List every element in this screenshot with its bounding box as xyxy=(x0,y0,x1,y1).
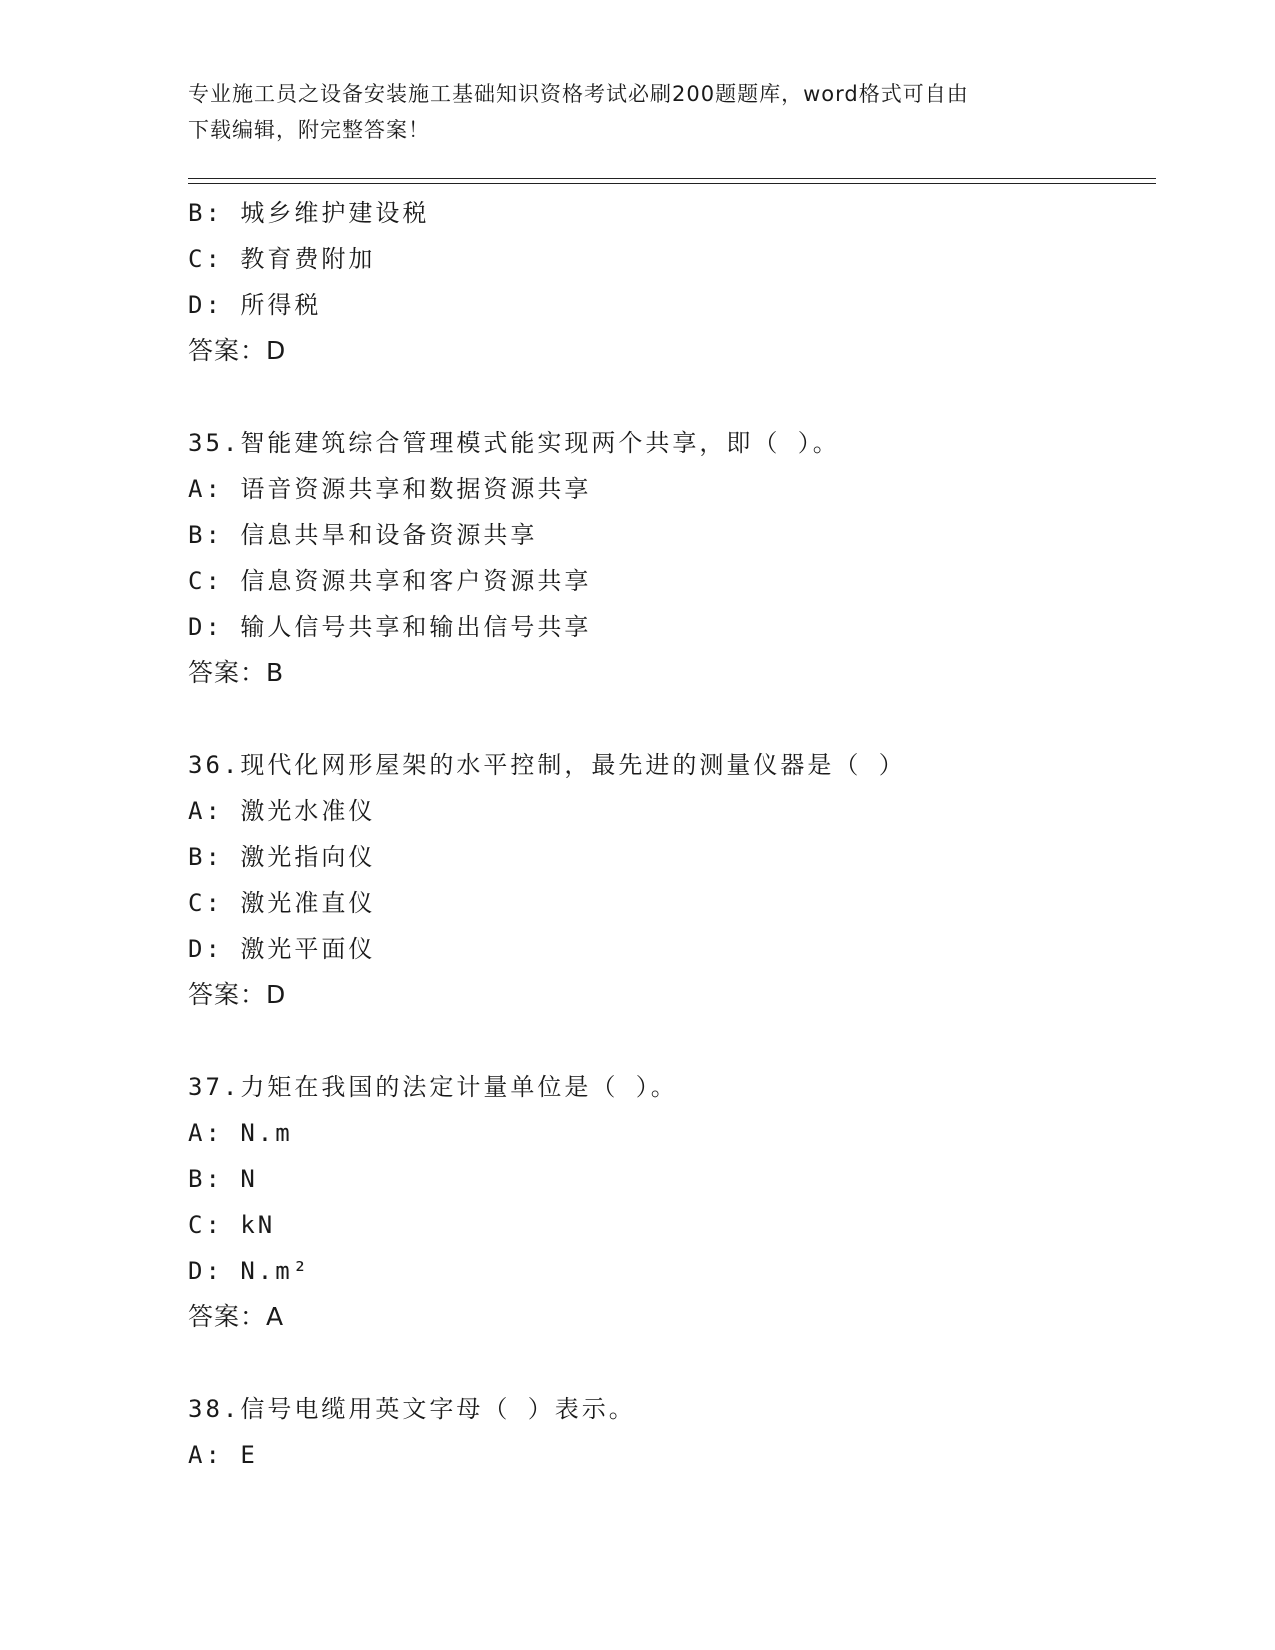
q35-question: 35.智能建筑综合管理模式能实现两个共享，即（ ）。 xyxy=(188,429,840,457)
q36-option-b: B: 激光指向仪 xyxy=(188,843,376,871)
q34-answer: 答案：D xyxy=(188,336,287,365)
spacer xyxy=(188,696,1156,742)
q35-option-b: B: 信息共旱和设备资源共享 xyxy=(188,521,538,549)
question-34-block xyxy=(188,190,1156,374)
q38-option-a: A: E xyxy=(188,1441,258,1469)
q36-question: 36.现代化网形屋架的水平控制，最先进的测量仪器是（ ） xyxy=(188,751,906,779)
question-36-block xyxy=(188,742,1156,1018)
header-line-2: 下载编辑，附完整答案！ xyxy=(188,118,430,142)
q36-option-d: D: 激光平面仪 xyxy=(188,935,376,963)
q37-option-d: D: N.m² xyxy=(188,1257,311,1285)
question-38-block xyxy=(188,1386,1156,1478)
q36-option-c: C: 激光准直仪 xyxy=(188,889,376,917)
header-rule-bottom xyxy=(188,183,1156,184)
header-rule-top xyxy=(188,178,1156,179)
q35-option-a: A: 语音资源共享和数据资源共享 xyxy=(188,475,592,503)
spacer xyxy=(188,1018,1156,1064)
q37-option-b: B: N xyxy=(188,1165,258,1193)
q34-option-c: C: 教育费附加 xyxy=(188,245,376,273)
q35-option-c: C: 信息资源共享和客户资源共享 xyxy=(188,567,592,595)
header-line-1: 专业施工员之设备安装施工基础知识资格考试必刷200题题库，word格式可自由 xyxy=(188,82,969,106)
spacer xyxy=(188,374,1156,420)
question-35-block xyxy=(188,420,1156,696)
question-37-block xyxy=(188,1064,1156,1340)
q37-answer: 答案：A xyxy=(188,1302,285,1331)
q34-option-b: B: 城乡维护建设税 xyxy=(188,199,430,227)
document-body xyxy=(188,190,1156,1478)
spacer xyxy=(188,1340,1156,1386)
q37-option-c: C: kN xyxy=(188,1211,276,1239)
q36-answer: 答案：D xyxy=(188,980,287,1009)
q35-answer: 答案：B xyxy=(188,658,285,687)
q36-option-a: A: 激光水准仪 xyxy=(188,797,376,825)
q37-question: 37.力矩在我国的法定计量单位是（ ）。 xyxy=(188,1073,678,1101)
document-header xyxy=(188,76,1088,148)
q34-option-d: D: 所得税 xyxy=(188,291,322,319)
q35-option-d: D: 输人信号共享和输出信号共享 xyxy=(188,613,592,641)
q38-question: 38.信号电缆用英文字母（ ）表示。 xyxy=(188,1395,636,1423)
q37-option-a: A: N.m xyxy=(188,1119,293,1147)
